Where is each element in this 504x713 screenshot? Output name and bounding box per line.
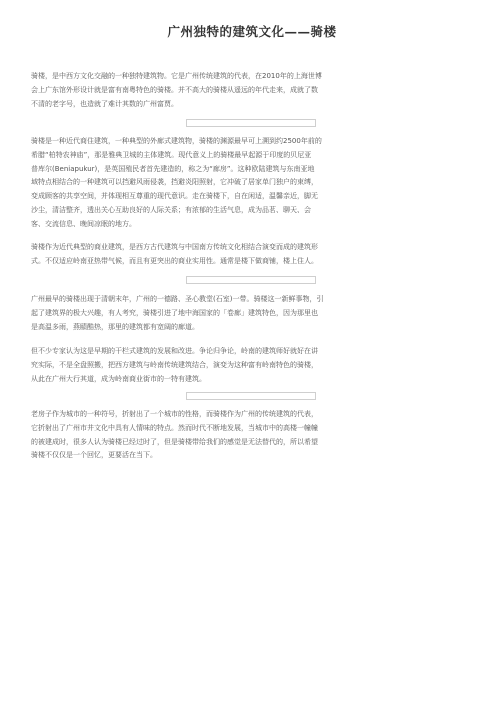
image-placeholder: [186, 276, 316, 284]
paragraph-commercial: 骑楼作为近代典型的商业建筑，是西方古代建筑与中国南方传统文化相结合演变而成的建筑形 式。不仅适应岭南亚热带气候，而且有更突出的商业实用性。通常是楼下做商铺，楼上住人。: [31, 243, 318, 265]
paragraph-intro: 骑楼，是中西方文化交融的一种独特建筑物。它是广州传统建筑的代表，在2010年的上海世博 会上广东馆外形设计就是富有南粤特色的骑楼。并不高大的骑楼从遥远的年代走来，成就了数 不清的老字号，也造就了难计其数的广州富贾。: [31, 72, 322, 108]
image-placeholder: [186, 392, 316, 400]
article-title: 广州独特的建筑文化——骑楼: [167, 24, 337, 39]
paragraph-history: 广州最早的骑楼出现于清朝末年，广州的一德路、圣心教堂(石室)一带。骑楼这一新鲜事物，引 起了建筑界的极大兴趣，有人考究，骑楼引进了地中海国家的「卷廊」建筑特色，因为那里也 是高温多雨，燕赜酷热，那里的建筑都有宽阔的廊道。: [31, 295, 324, 331]
paragraph-conclusion: 老房子作为城市的一种符号，折射出了一个城市的性格，而骑楼作为广州的传统建筑的代表， 它折射出了广州市井文化中具有人情味的特点。然而时代不断地发展，当城市中的高楼一幢幢 的被建成时，很多人认为骑楼已经过时了，但是骑楼带给我们的感觉是无法替代的，所以希望 骑楼不仅仅是一个回忆，更要活在当下。: [31, 410, 318, 460]
paragraph-origin: 骑楼是一种近代商住建筑，一种典型的外廊式建筑物，骑楼的渊源最早可上溯到约2500年前的 希腊“柏特农神庙”，那是雅典卫城的主体建筑。现代意义上的骑楼最早起源于印度的贝尼亚 普库尔(Beniapukur)，是英国殖民者首先建造的，称之为“廊房”。这种欧陆建筑与东南亚地 域特点相结合的一种建筑可以挡避风雨侵袭，挡避炎阳照射，它冲破了居家单门独户的束缚， 变成顾客的共享空间，并体现相互尊重的现代意识。走在骑楼下，自在闲适，温馨亲近，脚无 沙尘，清洁整齐，透出关心互助良好的人际关系；有浓郁的生活气息，成为品茗、聊天、会 客、交流信息、晚间凉眠的地方。: [31, 137, 322, 228]
paragraph-debate: 但不少专家认为这是早期的干栏式建筑的发展和改进。争论归争论，岭南的建筑师好就好在讲 究实际，不是全盘照搬，把西方建筑与岭南传统建筑结合，演变为这种富有岭南特色的骑楼， 从此在广州大行其道，成为岭南商业街市的一特有建筑。: [31, 347, 318, 383]
image-placeholder: [186, 119, 316, 127]
